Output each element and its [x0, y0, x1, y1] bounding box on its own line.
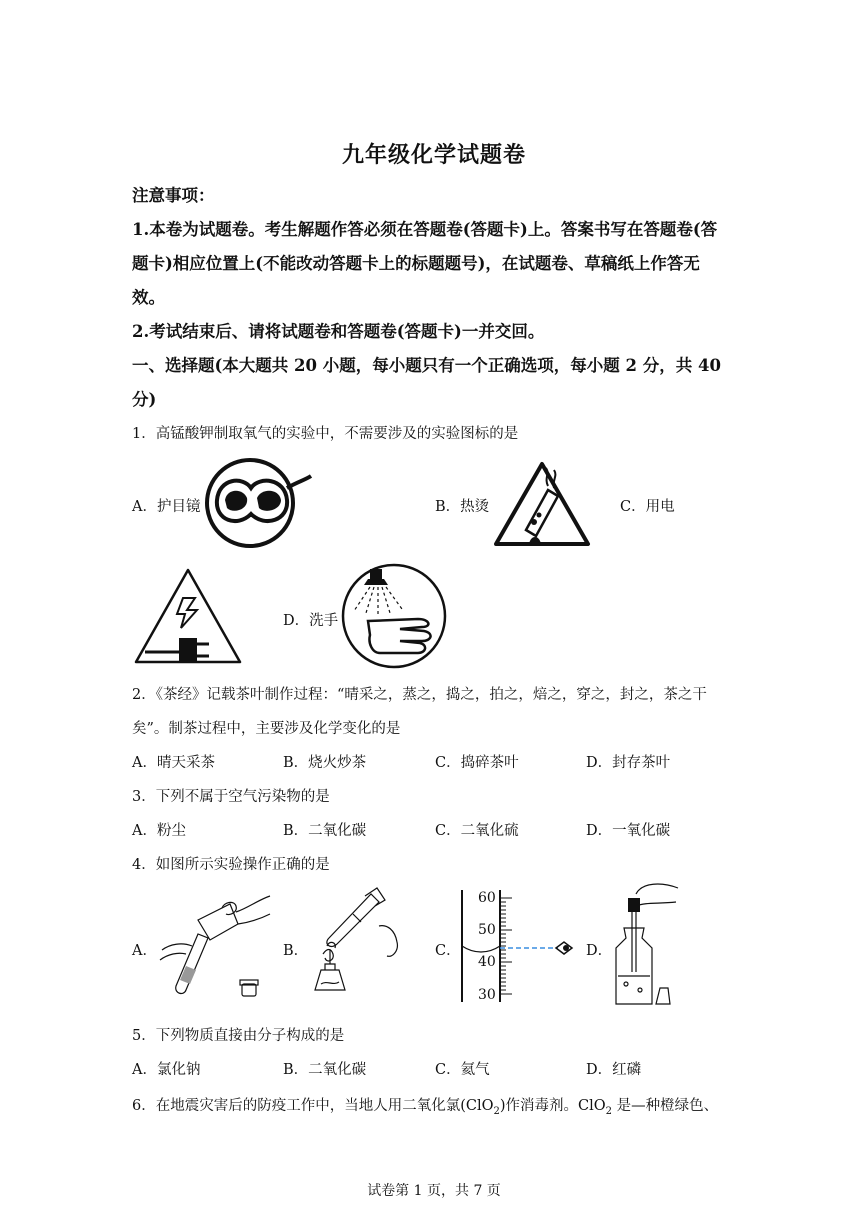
q5-option-c: C．氦气: [435, 1062, 490, 1078]
q3-option-a: A．粉尘: [132, 823, 186, 839]
question-3-stem: 3．下列不属于空气污染物的是: [132, 789, 330, 805]
q1-option-c: C．用电: [620, 499, 675, 515]
q6-subscript-2: 2: [605, 1105, 613, 1117]
q3-option-b: B．二氧化碳: [283, 823, 367, 839]
scale-label-60: 60: [478, 890, 496, 906]
q6-text-1: 6．在地震灾害后的防疫工作中，当地人用二氧化氯(ClO: [132, 1098, 494, 1114]
page-footer: 试卷第 1 页，共 7 页: [367, 1183, 501, 1199]
q4-option-c: C．: [435, 943, 461, 959]
q6-text-3: 是—种橙绿色、: [612, 1098, 719, 1114]
q3-option-d: D．一氧化碳: [586, 823, 671, 839]
section-heading-line-2: 分): [132, 390, 157, 409]
heating-test-tube-illustration: [303, 886, 413, 1002]
electricity-icon: [133, 566, 243, 666]
scale-label-40: 40: [478, 954, 496, 970]
notice-1-line-2: 题卡)相应位置上(不能改动答题卡上的标题题号)，在试题卷、草稿纸上作答无: [132, 254, 700, 273]
q5-option-b: B．二氧化碳: [283, 1062, 367, 1078]
q4-option-d: D．: [586, 943, 613, 959]
q2-option-c: C．捣碎茶叶: [435, 755, 519, 771]
hot-surface-icon: [492, 460, 592, 548]
q1-option-a: A．护目镜: [132, 499, 201, 515]
section-heading-line-1: 一、选择题(本大题共 20 小题，每小题只有一个正确选项，每小题 2 分，共 40: [132, 356, 721, 375]
q6-text-2: )作消毒剂。ClO: [499, 1098, 606, 1114]
q2-option-d: D．封存茶叶: [586, 755, 671, 771]
q3-option-c: C．二氧化硫: [435, 823, 519, 839]
q6-subscript-1: 2: [493, 1105, 500, 1117]
question-5-stem: 5．下列物质直接由分子构成的是: [132, 1028, 345, 1044]
question-2-line-2: 矣”。制茶过程中，主要涉及化学变化的是: [132, 721, 401, 737]
q2-option-a: A．晴天采茶: [132, 755, 215, 771]
question-2-line-1: 2．《茶经》记载茶叶制作过程：“晴采之，蒸之，捣之，拍之，焙之，穿之，封之，茶之干: [132, 687, 707, 703]
q1-option-b: B．热烫: [435, 499, 490, 515]
q2-option-b: B．烧火炒茶: [283, 755, 367, 771]
q1-option-d: D．洗手: [283, 613, 339, 629]
q4-option-b: B．: [283, 943, 309, 959]
question-6-line-1: [132, 1094, 718, 1117]
page-title: 九年级化学试题卷: [341, 142, 526, 168]
notice-1-line-3: 效。: [132, 288, 165, 307]
pouring-liquid-illustration: [158, 890, 273, 1002]
scale-label-30: 30: [478, 987, 496, 1003]
question-4-stem: 4．如图所示实验操作正确的是: [132, 857, 330, 873]
q5-option-a: A．氯化钠: [132, 1062, 201, 1078]
notice-1-line-1: 1.本卷为试题卷。考生解题作答必须在答题卷(答题卡)上。答案书写在答题卷(答: [132, 220, 718, 239]
q5-option-d: D．红磷: [586, 1062, 642, 1078]
goggles-icon: [205, 458, 315, 550]
q4-option-a: A．: [132, 943, 157, 959]
notice-heading: 注意事项：: [132, 186, 215, 205]
hand-washing-icon: [340, 563, 450, 669]
notice-2: 2.考试结束后、请将试题卷和答题卷(答题卡)一并交回。: [132, 322, 545, 341]
scale-label-50: 50: [478, 922, 496, 938]
question-1-stem: 1．高锰酸钾制取氧气的实验中，不需要涉及的实验图标的是: [132, 426, 519, 442]
dropper-bottle-illustration: [596, 880, 686, 1012]
